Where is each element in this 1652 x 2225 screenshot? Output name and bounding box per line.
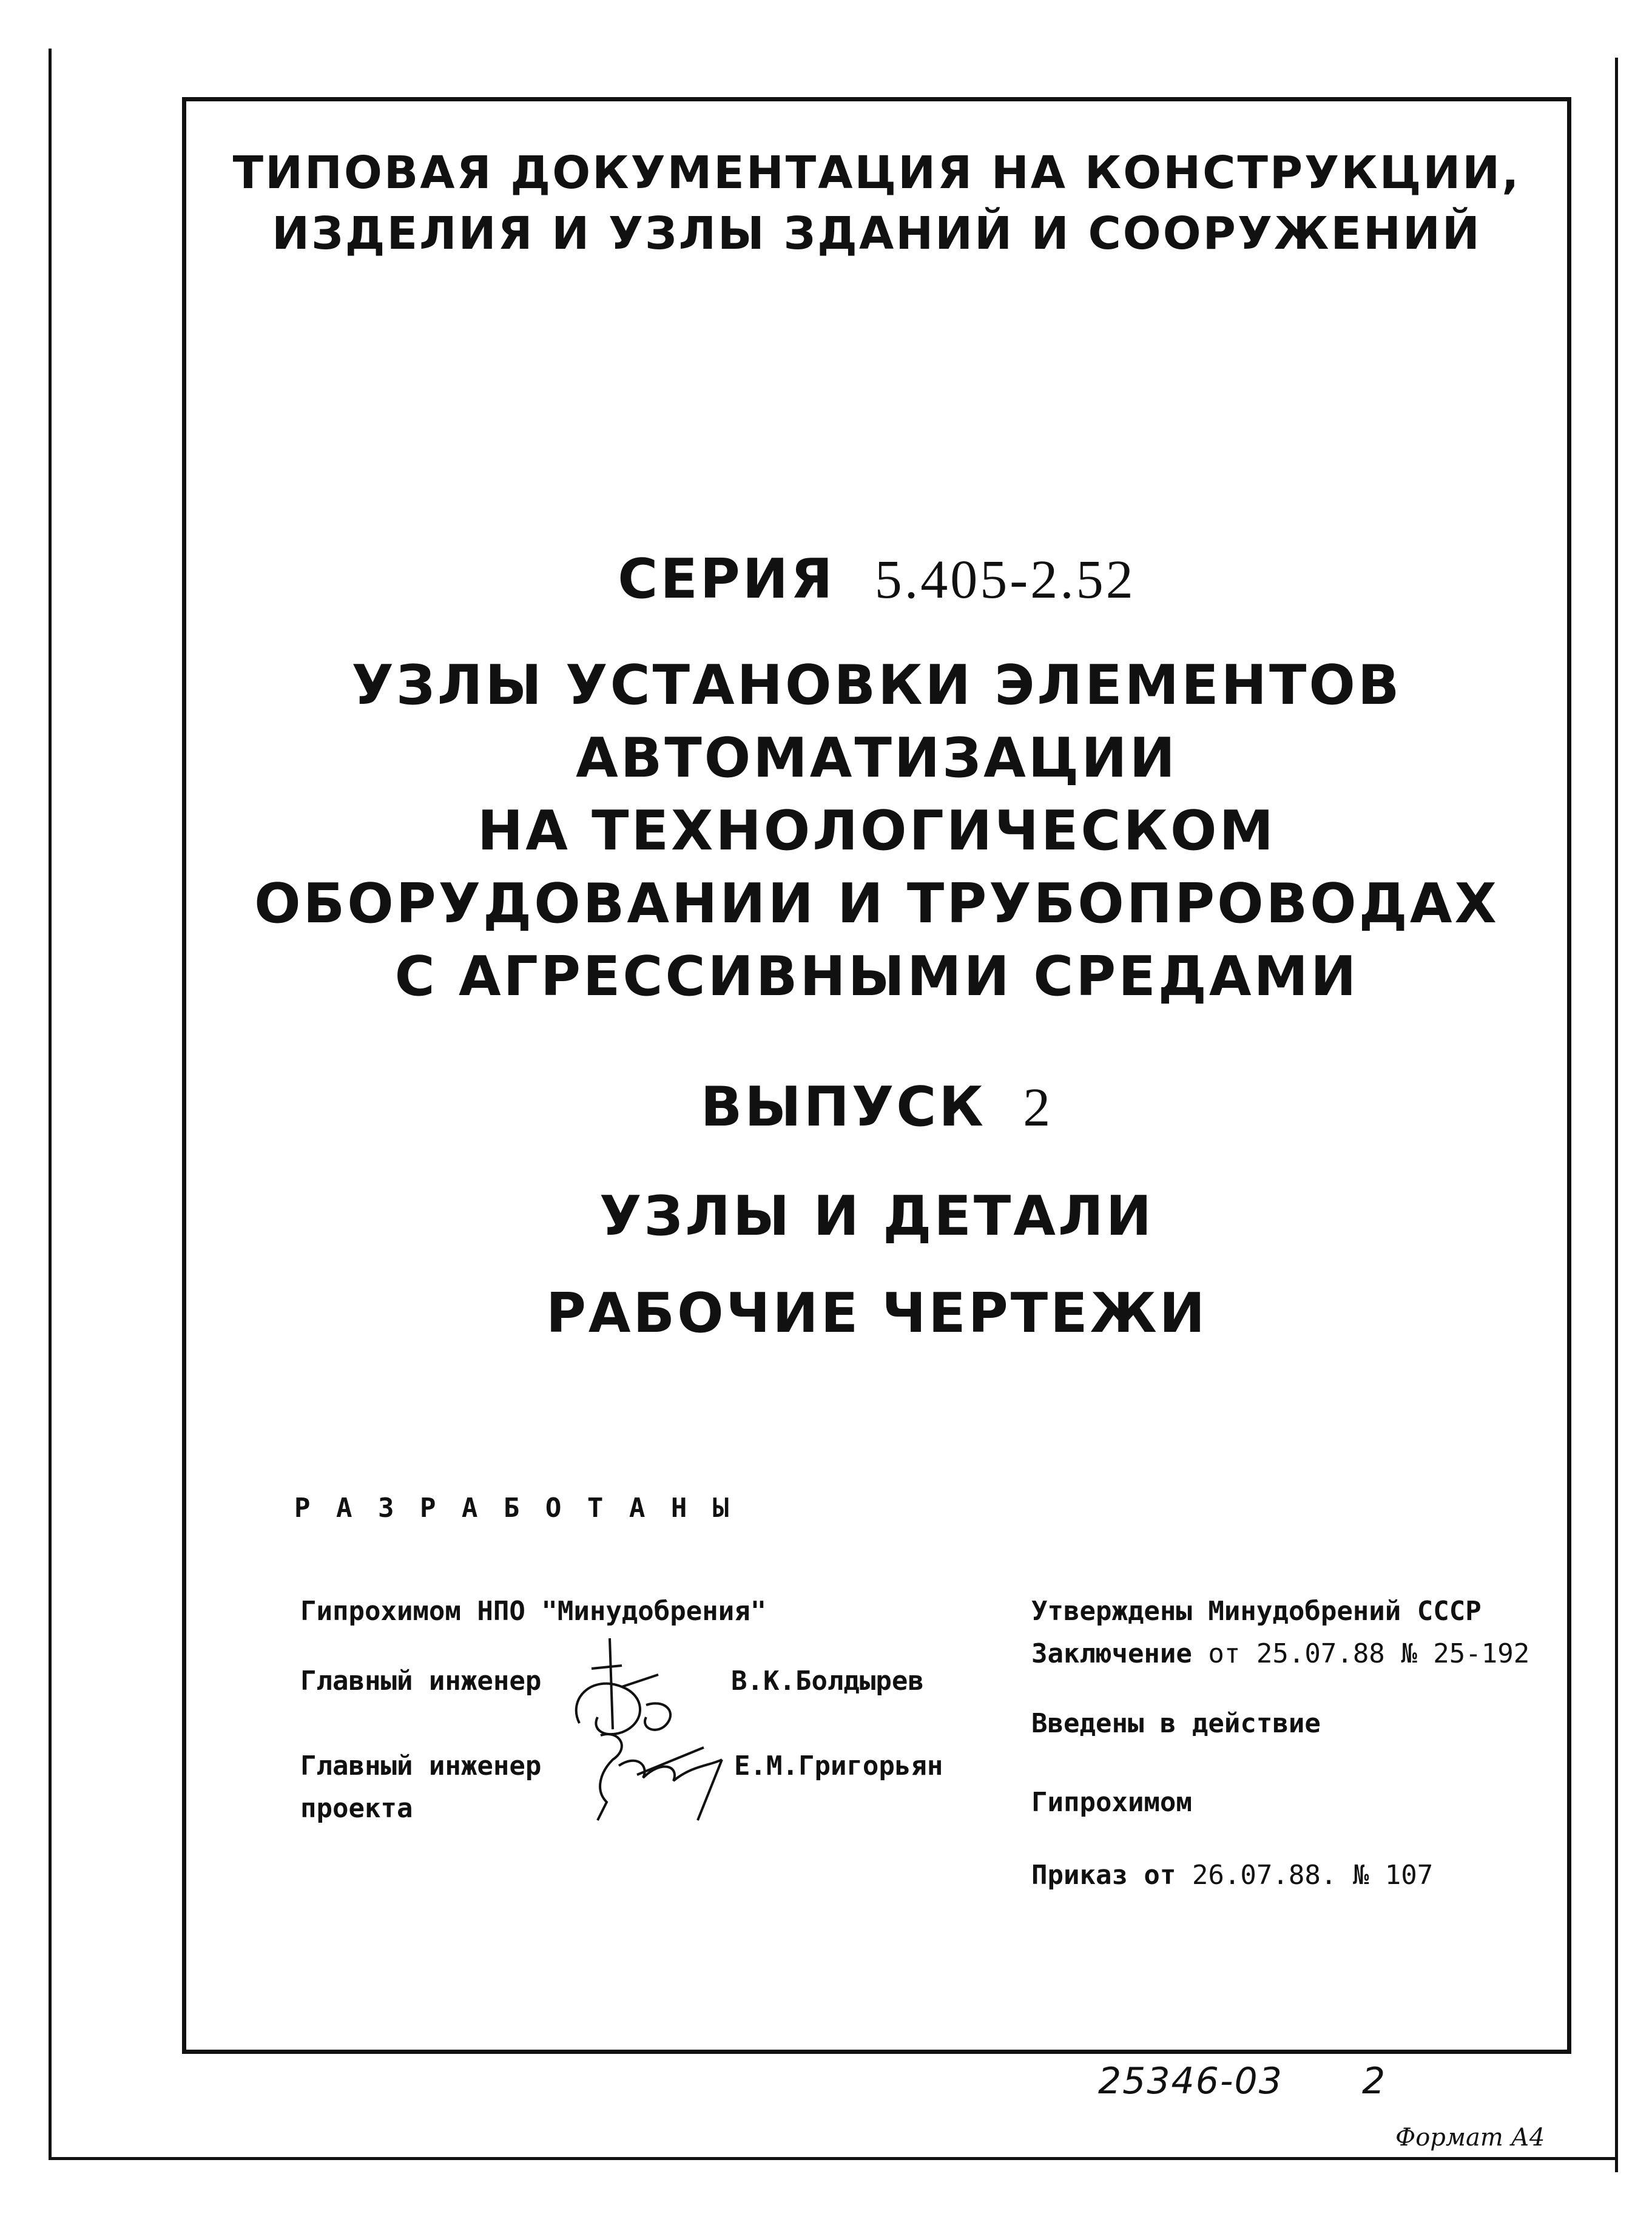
subtitle-2: РАБОЧИЕ ЧЕРТЕЖИ [545, 1281, 1208, 1345]
title-line-2: АВТОМАТИЗАЦИИ [576, 726, 1178, 790]
order-label: Приказ от [1031, 1860, 1176, 1891]
title-line-3: НА ТЕХНОЛОГИЧЕСКОМ [477, 799, 1276, 863]
conclusion [1031, 1638, 1529, 1669]
project-engineer-name: Е.М.Григорьян [734, 1751, 943, 1781]
sheet-number: 2 [1362, 2060, 1386, 2102]
paper-format: Формат А4 [1395, 2124, 1545, 2152]
order-value: 26.07.88. № 107 [1192, 1860, 1434, 1891]
outer-frame-left [49, 49, 52, 2160]
document-number: 25346-03 [1098, 2060, 1283, 2102]
series-number: 5.405-2.52 [874, 550, 1136, 610]
series-label: СЕРИЯ [618, 547, 835, 611]
title-line-1: УЗЛЫ УСТАНОВКИ ЭЛЕМЕНТОВ [351, 653, 1402, 717]
series-heading [182, 546, 1571, 613]
issue-heading [182, 1074, 1571, 1141]
project-engineer-label-1: Главный инженер [300, 1751, 542, 1781]
enacted-label: Введены в действие [1031, 1708, 1321, 1739]
title-line-5: С АГРЕССИВНЫМИ СРЕДАМИ [394, 945, 1359, 1008]
developer-org: Гипрохимом НПО "Минудобрения" [300, 1596, 767, 1627]
subtitle: УЗЛЫ И ДЕТАЛИ [599, 1184, 1155, 1248]
chief-engineer-name: В.К.Болдырев [731, 1666, 924, 1697]
issue-number: 2 [1023, 1078, 1053, 1138]
enacted-by: Гипрохимом [1031, 1787, 1192, 1818]
order [1031, 1860, 1433, 1891]
conclusion-label: Заключение [1031, 1638, 1192, 1669]
outer-frame-right [1615, 58, 1618, 2172]
conclusion-value: от 25.07.88 № 25-192 [1208, 1638, 1530, 1669]
project-engineer-signature [582, 1723, 740, 1826]
header-line-2: ИЗДЕЛИЯ И УЗЛЫ ЗДАНИЙ И СООРУЖЕНИЙ [272, 208, 1482, 260]
issue-label: ВЫПУСК [700, 1075, 986, 1139]
chief-engineer-label: Главный инженер [300, 1666, 542, 1697]
outer-frame-bottom [49, 2157, 1618, 2160]
approved-line-1: Утверждены Минудобрений СССР [1031, 1596, 1482, 1627]
header-line-1: ТИПОВАЯ ДОКУМЕНТАЦИЯ НА КОНСТРУКЦИИ, [232, 147, 1521, 199]
title-line-4: ОБОРУДОВАНИИ И ТРУБОПРОВОДАХ [254, 872, 1499, 936]
project-engineer-label-2: проекта [300, 1793, 413, 1824]
developed-label: Р А З Р А Б О Т А Н Ы [294, 1493, 734, 1524]
